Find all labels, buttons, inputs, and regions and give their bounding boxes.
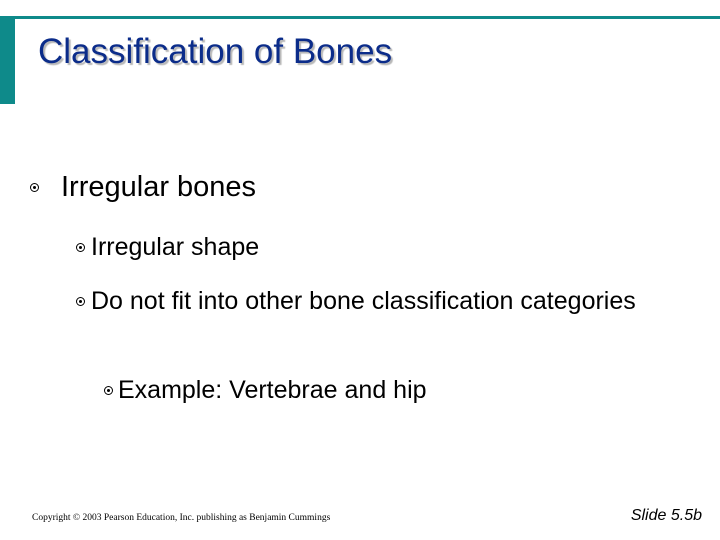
bullet-dot-icon — [76, 243, 85, 252]
bullet-level-3 — [104, 373, 427, 407]
top-accent-rule — [15, 16, 720, 19]
slide-number: Slide 5.5b — [630, 507, 702, 524]
copyright-notice: Copyright © 2003 Pearson Education, Inc. publishing as Benjamin Cummings — [32, 513, 331, 523]
bullet-level-1 — [30, 168, 256, 206]
bullet-dot-icon — [30, 183, 39, 192]
bullet-level-2 — [76, 230, 259, 264]
bullet-text: Irregular bones — [61, 171, 257, 203]
bullet-dot-icon — [104, 386, 113, 395]
bullet-text: Example: Vertebrae and hip — [118, 376, 427, 404]
left-accent-bar — [0, 16, 15, 104]
bullet-level-2 — [76, 284, 636, 318]
bullet-text: Irregular shape — [91, 233, 260, 261]
bullet-dot-icon — [76, 297, 85, 306]
slide-title: Classification of Bones — [38, 32, 393, 71]
bullet-text: Do not fit into other bone classification categories — [91, 287, 636, 315]
